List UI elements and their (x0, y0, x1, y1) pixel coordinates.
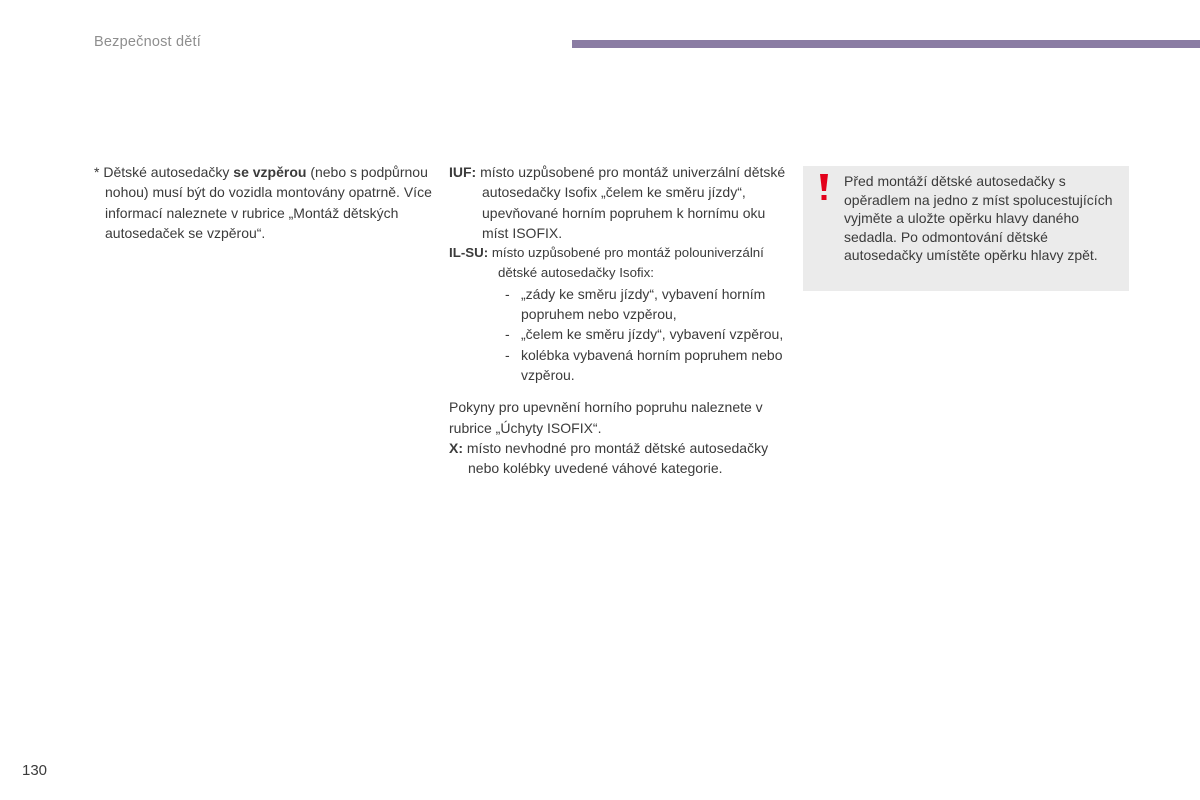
section-title: Bezpečnost dětí (94, 34, 201, 50)
middle-column (449, 162, 789, 478)
definition-iuf-text: místo uzpůsobené pro montáž univerzální dětské autosedačky Isofix „čelem ke směru jízdy“, upevňované horním popruhem k hornímu oku míst ISOFIX. (476, 164, 786, 241)
warning-text: Před montáží dětské autosedačky s opěradlem na jedno z míst spolucestujících vyjměte a uložte opěrku hlavy daného sedadla. Po odmontování dětské autosedačky umístěte opěrku hlavy zpět. (844, 173, 1113, 263)
definition-x (449, 438, 789, 479)
term-x: X: (449, 439, 463, 456)
header-bar (572, 40, 1200, 48)
definition-ilsu (449, 243, 789, 284)
footnote-paragraph (94, 162, 434, 243)
footnote-bold: se vzpěrou (233, 164, 307, 180)
warning-box (803, 166, 1129, 291)
definition-ilsu-text: místo uzpůsobené pro montáž polouniverzální dětské autosedačky Isofix: (488, 245, 764, 281)
ilsu-list (449, 284, 789, 385)
footnote-prefix: * Dětské autosedačky (94, 164, 234, 180)
left-column (94, 162, 434, 243)
list-item: - kolébka vybavená horním popruhem nebo vzpěrou. (505, 345, 789, 386)
note-paragraph: Pokyny pro upevnění horního popruhu naleznete v rubrice „Úchyty ISOFIX“. (449, 399, 763, 436)
exclamation-icon (817, 174, 831, 202)
definition-x-text: místo nevhodné pro montáž dětské autosedačky nebo kolébky uvedené váhové kategorie. (463, 439, 769, 477)
definition-iuf (449, 162, 789, 243)
term-ilsu: IL-SU: (449, 245, 489, 261)
term-iuf: IUF: (449, 164, 477, 180)
footnote-rest: (nebo s podpůrnou nohou) musí být do vozidla montovány opatrně. Více informací naleznete v rubrice „Montáž dětských autosedaček se vzpěrou“. (105, 164, 432, 241)
page-number: 130 (22, 762, 48, 779)
list-item: - „zády ke směru jízdy“, vybavení horním popruhem nebo vzpěrou, (505, 284, 789, 325)
list-item: - „čelem ke směru jízdy“, vybavení vzpěrou, (505, 324, 789, 344)
